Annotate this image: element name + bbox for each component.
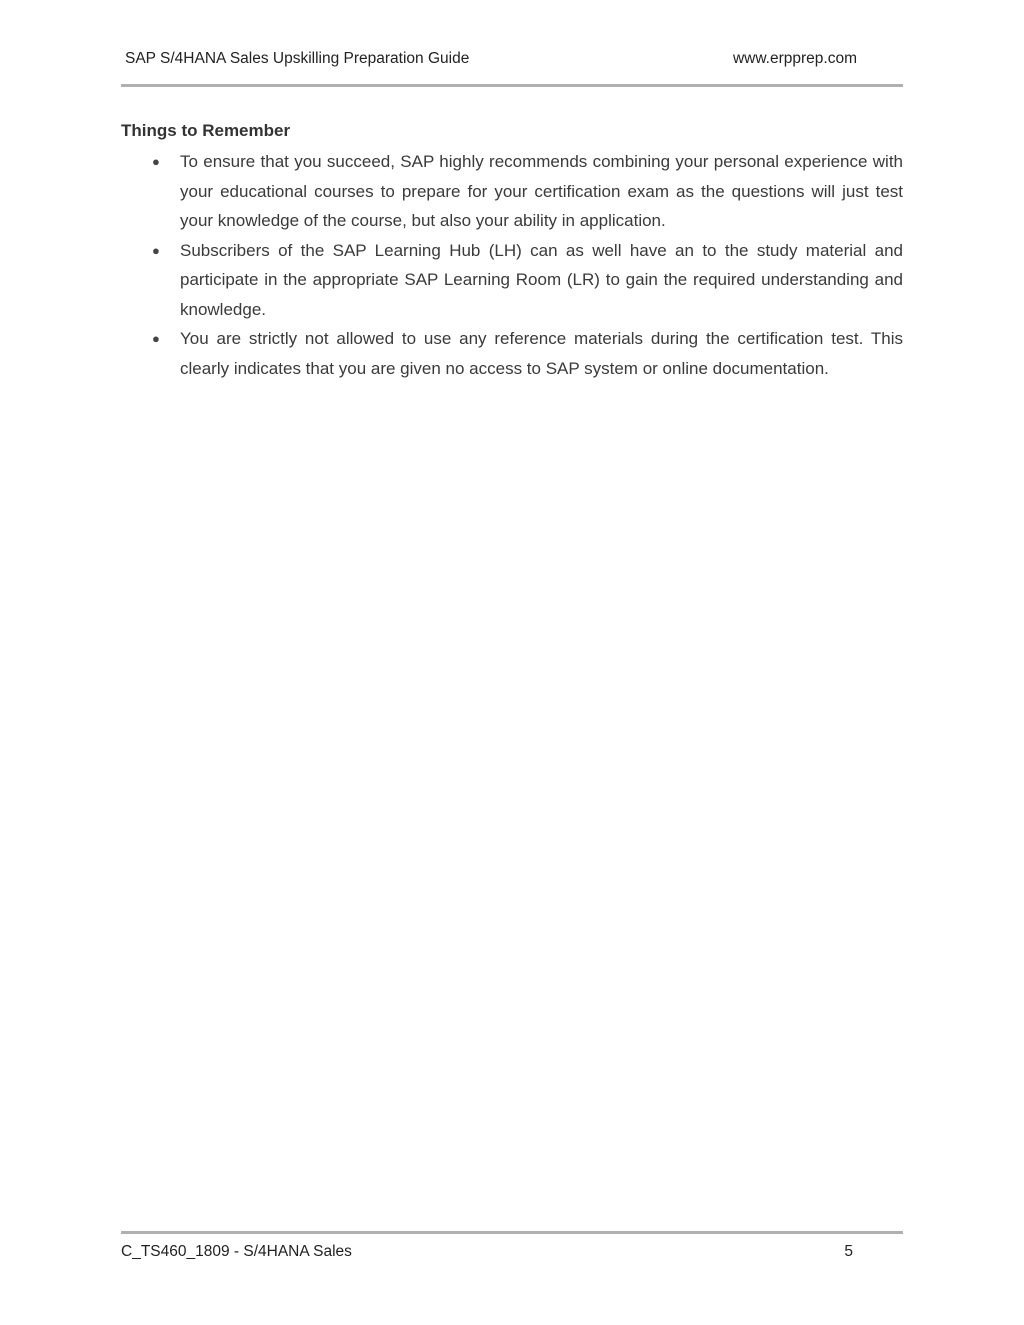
- page-footer: [121, 1243, 903, 1267]
- header-title: SAP S/4HANA Sales Upskilling Preparation Guide: [125, 50, 470, 67]
- list-item: [121, 236, 903, 325]
- bullet-dot-icon: ●: [152, 242, 160, 258]
- list-item: [121, 324, 903, 383]
- header-divider: [121, 84, 903, 87]
- main-content: [121, 118, 903, 383]
- list-item: [121, 147, 903, 236]
- footer-divider: [121, 1231, 903, 1234]
- list-item-text: To ensure that you succeed, SAP highly recommends combining your personal experience with your educational courses to prepare for your certification exam as the questions will just test your knowledge of the course, but also your ability in application.: [180, 152, 903, 230]
- bullet-list: [121, 147, 903, 383]
- header-website: www.erpprep.com: [732, 50, 857, 67]
- list-item-text: You are strictly not allowed to use any reference materials during the certification test. This clearly indicates that you are given no access to SAP system or online documentation.: [180, 329, 903, 378]
- page-header: [121, 46, 903, 72]
- list-item-text: Subscribers of the SAP Learning Hub (LH) can as well have an to the study material and participate in the appropriate SAP Learning Room (LR) to gain the required understanding and knowledge.: [180, 240, 903, 319]
- section-heading: Things to Remember: [121, 121, 291, 140]
- footer-course-code: C_TS460_1809 - S/4HANA Sales: [121, 1243, 352, 1260]
- page-number: 5: [844, 1243, 853, 1260]
- bullet-dot-icon: ●: [152, 154, 160, 169]
- bullet-dot-icon: ●: [152, 331, 160, 346]
